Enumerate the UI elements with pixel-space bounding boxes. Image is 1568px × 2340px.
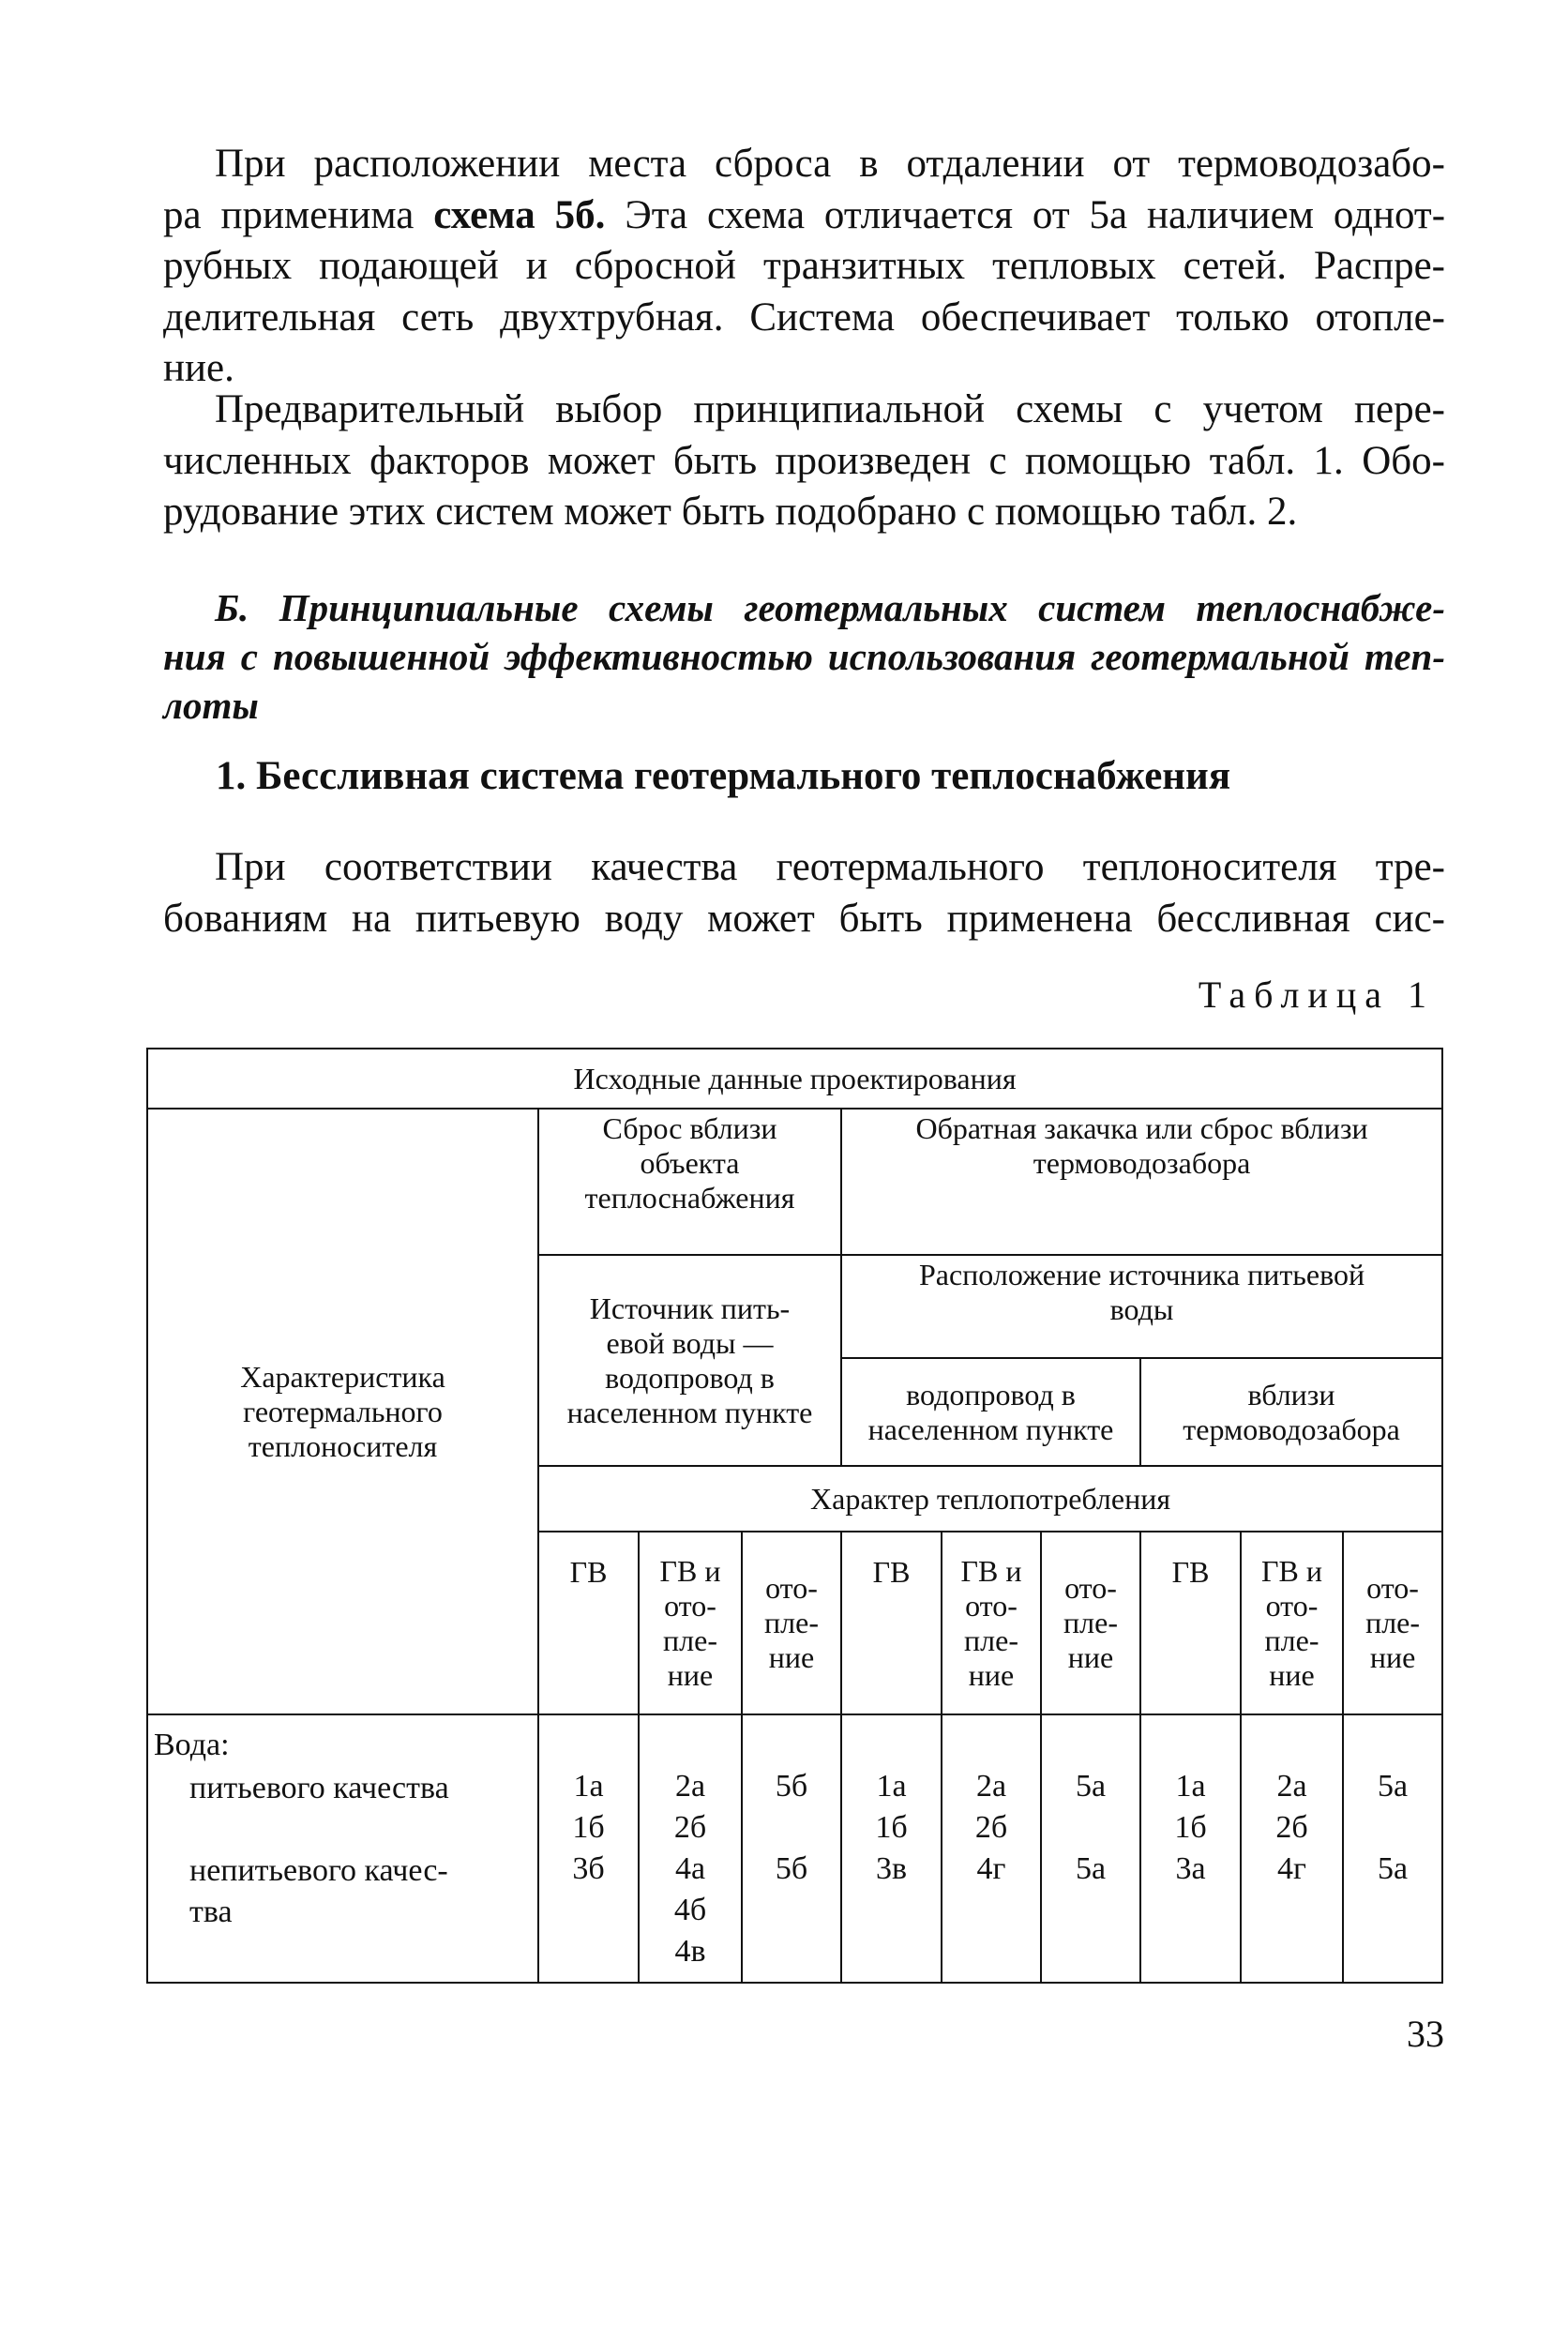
col-header-heating: ото- пле- ние	[1343, 1532, 1442, 1714]
table-top-header: Исходные данные проектирования	[147, 1049, 1442, 1109]
text-line: делительная сеть двухтрубная. Система обеспечивает только отопле-	[163, 294, 1445, 340]
col-header-gv: ГВ	[841, 1532, 942, 1714]
paragraph-drinking-water	[163, 842, 1445, 944]
text-line: ра применима схема 5б. Эта схема отличается от 5а наличием однот-	[163, 192, 1446, 237]
table-caption: Таблица 1	[1198, 974, 1435, 1016]
value-cell: 2а 2б 4г	[1241, 1714, 1343, 1983]
text-line: рудование этих систем может быть подобрано с помощью табл. 2.	[163, 490, 1298, 534]
text-line: бованиям на питьевую воду может быть применена бессливная сис-	[163, 896, 1445, 941]
reinjection-header: Обратная закачка или сброс вблизи термоводозабора	[841, 1109, 1442, 1255]
col-header-gv-heating: ГВ и ото- пле- ние	[639, 1532, 742, 1714]
subheading	[163, 583, 1445, 730]
text-line: лоты	[163, 684, 259, 727]
col-header-heating: ото- пле- ние	[742, 1532, 841, 1714]
value-cell: 2а 2б 4г	[942, 1714, 1041, 1983]
paragraph-scheme-5b	[163, 139, 1445, 395]
section-title: 1. Бессливная система геотермального теплоснабжения	[216, 754, 1231, 798]
source-location-header: Расположение источника питьевой воды	[841, 1255, 1442, 1358]
consumption-header: Характер теплопотребления	[538, 1466, 1442, 1532]
col-header-gv: ГВ	[538, 1532, 639, 1714]
col-header-gv-heating: ГВ и ото- пле- ние	[1241, 1532, 1343, 1714]
scheme-reference: схема 5б.	[433, 192, 606, 237]
value-cell: 2а 2б 4а 4б 4в	[639, 1714, 742, 1983]
text-line: Б. Принципиальные схемы геотермальных систем теплоснабже-	[215, 586, 1445, 629]
value-cell: 5а 5а	[1041, 1714, 1140, 1983]
discharge-near-header: Сброс вблизи объекта теплоснабжения	[538, 1109, 841, 1255]
water-quality-cell: Вода: питьевого качества непитьевого качес- тва	[147, 1714, 538, 1983]
location-near-header: вблизи термоводозабора	[1140, 1358, 1442, 1466]
text-line: ния с повышенной эффективностью использования геотермальной теп-	[163, 635, 1445, 678]
text-line: численных факторов может быть произведен с помощью табл. 1. Обо-	[163, 438, 1445, 483]
text-line: При расположении места сброса в отдалении от термоводозабо-	[215, 142, 1445, 186]
text-line: Предварительный выбор принципиальной схемы с учетом пере-	[215, 387, 1445, 431]
text-line: При соответствии качества геотермального теплоносителя тре-	[215, 845, 1445, 889]
col-header-gv-heating: ГВ и ото- пле- ние	[942, 1532, 1041, 1714]
design-data-table	[146, 1048, 1443, 1984]
value-cell: 1а 1б 3б	[538, 1714, 639, 1983]
value-cell: 1а 1б 3в	[841, 1714, 942, 1983]
value-cell: 5а 5а	[1343, 1714, 1442, 1983]
text-line: рубных подающей и сбросной транзитных тепловых сетей. Распре-	[163, 244, 1445, 288]
value-cell: 5б 5б	[742, 1714, 841, 1983]
paragraph-preliminary-choice	[163, 385, 1445, 538]
source-pipeline-header: Источник пить- евой воды — водопровод в населенном пункте	[538, 1255, 841, 1466]
row-header-cell: Характеристика геотермального теплоносителя	[147, 1109, 538, 1714]
col-header-heating: ото- пле- ние	[1041, 1532, 1140, 1714]
text-line: ние.	[163, 346, 234, 390]
col-header-gv: ГВ	[1140, 1532, 1241, 1714]
page-number: 33	[1407, 2013, 1444, 2055]
location-pipeline-header: водопровод в населенном пункте	[841, 1358, 1140, 1466]
value-cell: 1а 1б 3а	[1140, 1714, 1241, 1983]
